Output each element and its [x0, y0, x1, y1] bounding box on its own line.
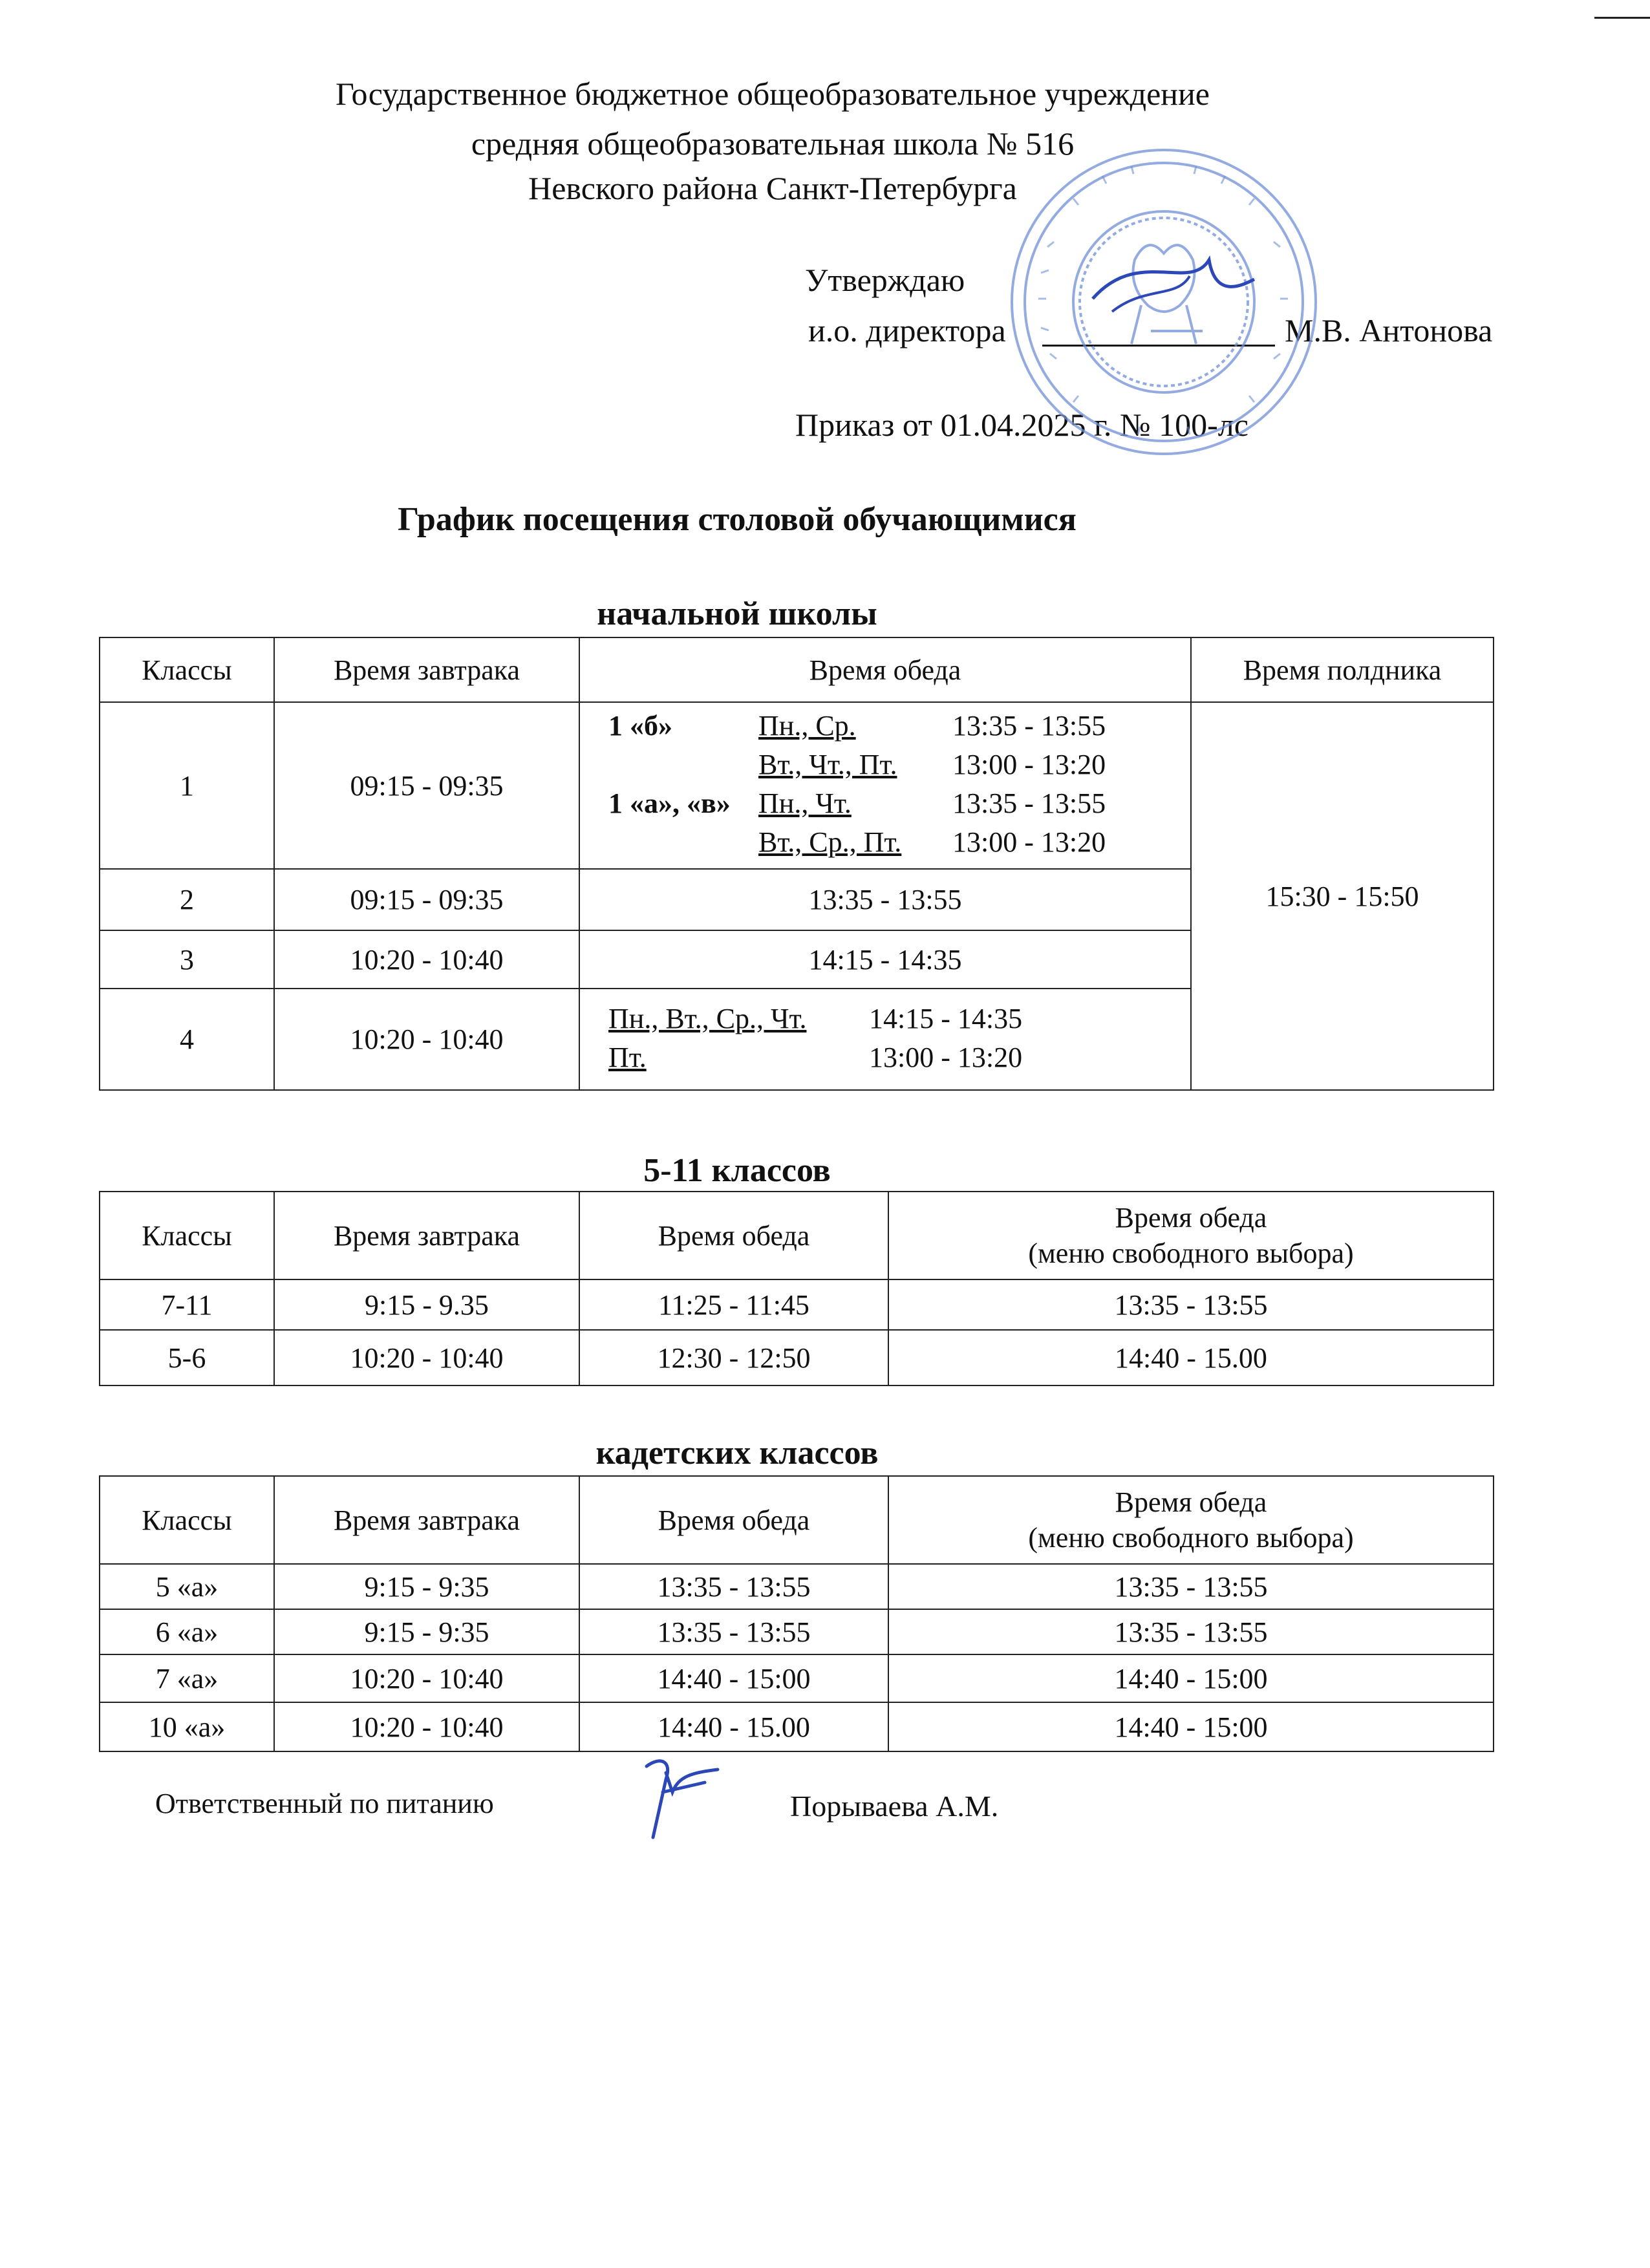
- breakfast-cell: 10:20 - 10:40: [274, 1654, 579, 1702]
- lunch-line: [608, 786, 1186, 824]
- class-cell: 5 «а»: [100, 1564, 274, 1609]
- column-header: Время завтрака: [274, 1476, 579, 1564]
- table-row: [100, 702, 1494, 869]
- column-header: Время обеда: [579, 637, 1191, 702]
- class-cell: 4: [100, 989, 274, 1090]
- free-choice-lunch-cell: 14:40 - 15:00: [888, 1702, 1494, 1751]
- column-header: Время завтрака: [274, 1192, 579, 1279]
- column-header: Классы: [100, 1192, 274, 1279]
- lunch-cell: 14:40 - 15.00: [579, 1702, 888, 1751]
- time-label: 13:35 - 13:55: [952, 710, 1106, 742]
- breakfast-cell: 10:20 - 10:40: [274, 989, 579, 1090]
- lunch-cell: 12:30 - 12:50: [579, 1330, 888, 1385]
- column-header-subline: (меню свободного выбора): [1028, 1522, 1354, 1554]
- column-header: [888, 1192, 1494, 1279]
- column-header: Время обеда: [579, 1192, 888, 1279]
- lunch-cell: 13:35 - 13:55: [579, 1564, 888, 1609]
- table-header-row: [100, 1476, 1494, 1564]
- lunch-cell: 14:40 - 15:00: [579, 1654, 888, 1702]
- free-choice-lunch-cell: 14:40 - 15.00: [888, 1330, 1494, 1385]
- class-cell: 6 «а»: [100, 1609, 274, 1654]
- column-header: Классы: [100, 637, 274, 702]
- table-row: [100, 1564, 1494, 1609]
- days-label: Пн., Вт., Ср., Чт.: [608, 1002, 807, 1034]
- breakfast-cell: 10:20 - 10:40: [274, 1702, 579, 1751]
- cadet-schedule-table: [99, 1475, 1494, 1752]
- approval-label: Утверждаю: [805, 262, 965, 298]
- days-label: Пн., Чт.: [758, 787, 852, 819]
- org-name-line-3: Невского района Санкт-Петербурга: [528, 170, 1017, 206]
- column-header-subline: (меню свободного выбора): [1028, 1237, 1354, 1269]
- free-choice-lunch-cell: 13:35 - 13:55: [888, 1279, 1494, 1330]
- lunch-cell: 13:35 - 13:55: [579, 1609, 888, 1654]
- breakfast-cell: 9:15 - 9.35: [274, 1279, 579, 1330]
- table-row: [100, 1702, 1494, 1751]
- org-name-line-2: средняя общеобразовательная школа № 516: [471, 125, 1075, 162]
- table-row: [100, 1279, 1494, 1330]
- section-heading-senior: 5-11 классов: [643, 1152, 831, 1189]
- column-header: Время завтрака: [274, 637, 579, 702]
- class-cell: 3: [100, 930, 274, 989]
- days-label: Пн., Ср.: [758, 710, 856, 742]
- time-label: 13:35 - 13:55: [952, 787, 1106, 819]
- class-cell: 7-11: [100, 1279, 274, 1330]
- lunch-line: [608, 1040, 1186, 1078]
- primary-schedule-table: [99, 637, 1494, 1091]
- table-row: [100, 1654, 1494, 1702]
- free-choice-lunch-cell: 13:35 - 13:55: [888, 1609, 1494, 1654]
- time-label: 13:00 - 13:20: [952, 749, 1106, 780]
- lunch-line: [608, 824, 1186, 863]
- lunch-cell: 14:15 - 14:35: [579, 930, 1191, 989]
- section-heading-cadet: кадетских классов: [595, 1435, 879, 1471]
- class-cell: 7 «а»: [100, 1654, 274, 1702]
- breakfast-cell: 10:20 - 10:40: [274, 1330, 579, 1385]
- table-row: [100, 1609, 1494, 1654]
- director-name: М.В. Антонова: [1285, 312, 1493, 348]
- group-label: 1 «а», «в»: [608, 787, 731, 819]
- column-header: Классы: [100, 1476, 274, 1564]
- class-cell: 2: [100, 869, 274, 930]
- table-row: [100, 1330, 1494, 1385]
- lunch-line: [608, 708, 1186, 747]
- column-header-line: Время обеда: [1115, 1486, 1267, 1518]
- class-cell: 10 «а»: [100, 1702, 274, 1751]
- section-heading-primary: начальной школы: [597, 595, 877, 632]
- time-label: 13:00 - 13:20: [952, 826, 1106, 858]
- time-label: 13:00 - 13:20: [869, 1041, 1023, 1073]
- time-label: 14:15 - 14:35: [869, 1002, 1023, 1034]
- breakfast-cell: 09:15 - 09:35: [274, 869, 579, 930]
- lunch-cell: 13:35 - 13:55: [579, 869, 1191, 930]
- column-header: Время полдника: [1191, 637, 1494, 702]
- lunch-cell: 11:25 - 11:45: [579, 1279, 888, 1330]
- director-role: и.о. директора: [808, 312, 1006, 348]
- responsible-label: Ответственный по питанию: [155, 1788, 494, 1819]
- org-name-line-1: Государственное бюджетное общеобразовательное учреждение: [336, 76, 1210, 112]
- days-label: Вт., Чт., Пт.: [758, 749, 897, 780]
- lunch-cell: [579, 702, 1191, 869]
- lunch-cell: [579, 989, 1191, 1090]
- class-cell: 1: [100, 702, 274, 869]
- column-header: Время обеда: [579, 1476, 888, 1564]
- days-label: Пт.: [608, 1041, 647, 1073]
- table-header-row: [100, 637, 1494, 702]
- breakfast-cell: 9:15 - 9:35: [274, 1564, 579, 1609]
- senior-schedule-table: [99, 1191, 1494, 1386]
- free-choice-lunch-cell: 14:40 - 15:00: [888, 1654, 1494, 1702]
- signature-icon: [627, 1753, 724, 1844]
- free-choice-lunch-cell: 13:35 - 13:55: [888, 1564, 1494, 1609]
- official-stamp-icon: [996, 137, 1332, 467]
- breakfast-cell: 9:15 - 9:35: [274, 1609, 579, 1654]
- corner-mark: [1594, 17, 1650, 19]
- table-header-row: [100, 1192, 1494, 1279]
- page-title: График посещения столовой обучающимися: [398, 501, 1077, 538]
- class-cell: 5-6: [100, 1330, 274, 1385]
- column-header: [888, 1476, 1494, 1564]
- responsible-name: Порываева А.М.: [790, 1790, 999, 1823]
- snack-time-cell: 15:30 - 15:50: [1191, 702, 1494, 1090]
- breakfast-cell: 10:20 - 10:40: [274, 930, 579, 989]
- lunch-line: [608, 747, 1186, 786]
- days-label: Вт., Ср., Пт.: [758, 826, 902, 858]
- group-label: 1 «б»: [608, 710, 672, 742]
- order-reference: Приказ от 01.04.2025 г. № 100-лс: [795, 407, 1248, 443]
- lunch-line: [608, 1001, 1186, 1040]
- breakfast-cell: 09:15 - 09:35: [274, 702, 579, 869]
- column-header-line: Время обеда: [1115, 1202, 1267, 1234]
